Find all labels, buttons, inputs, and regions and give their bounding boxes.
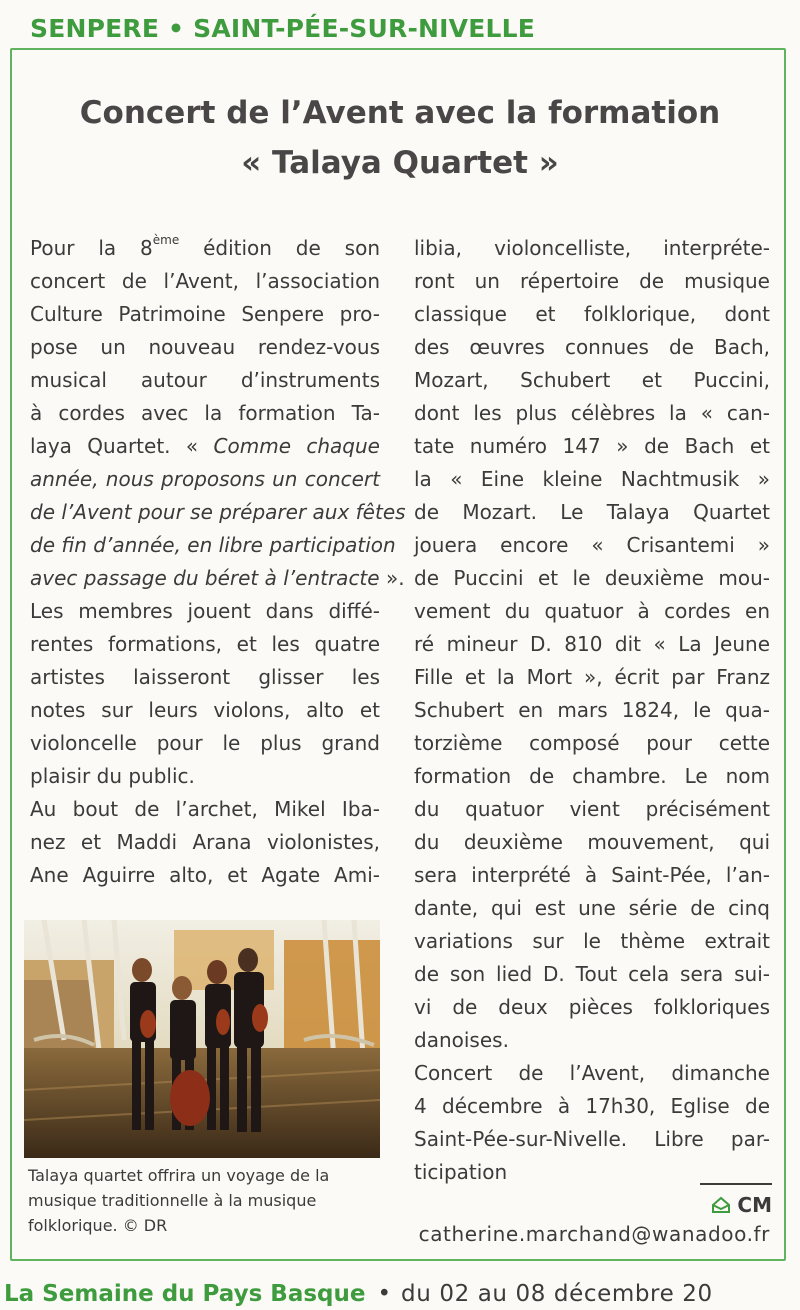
text-line: Pour la 8ème édition de son: [30, 233, 380, 260]
text-line: de Puccini et le deuxième mou-: [414, 566, 770, 590]
caption-line: Talaya quartet offrira un voyage de la: [28, 1166, 330, 1185]
quote-line: de fin d’année, en libre participation: [30, 533, 396, 557]
text-line: dante, qui est une série de cinq: [414, 896, 770, 920]
text-line: classique et folklorique, dont: [414, 302, 770, 326]
text-line: des œuvres connues de Bach,: [414, 335, 770, 359]
publication-name: La Semaine du Pays Basque: [4, 1281, 366, 1307]
text-line: artistes laisseront glisser les: [30, 665, 380, 689]
text-line: Les membres jouent dans diffé-: [30, 599, 380, 623]
correspondent-house-icon: [711, 1196, 731, 1214]
article-headline: [20, 88, 780, 188]
photo-caption: [28, 1163, 380, 1238]
author-initials: CM: [737, 1193, 772, 1217]
text-line: Culture Patrimoine Senpere pro-: [30, 302, 380, 326]
text-line: du deuxième mouvement, qui: [414, 830, 770, 854]
quote-line: avec passage du béret à l’entracte ».: [30, 566, 405, 590]
page-footer: [4, 1278, 800, 1310]
text-line: Mozart, Schubert et Puccini,: [414, 368, 770, 392]
article-column-left: [30, 232, 406, 892]
footer-separator: •: [377, 1281, 392, 1307]
text-line: jouera encore « Crisantemi »: [414, 533, 770, 557]
caption-line: musique traditionnelle à la musique: [28, 1191, 317, 1210]
text-line: violoncelle pour le plus grand: [30, 731, 380, 755]
text-line: ticipation: [414, 1160, 508, 1184]
text-line: concert de l’Avent, l’association: [30, 269, 380, 293]
text-line: de son lied D. Tout cela sera sui-: [414, 962, 770, 986]
article-column-right: [414, 232, 770, 1189]
text-line: vi de deux pièces folkloriques: [414, 995, 770, 1019]
text-line: de Mozart. Le Talaya Quartet: [414, 500, 770, 524]
issue-date: du 02 au 08 décembre 20: [401, 1281, 713, 1307]
headline-line-2: « Talaya Quartet »: [241, 145, 559, 181]
text-line: tate numéro 147 » de Bach et: [414, 434, 770, 458]
headline-line-1: Concert de l’Avent avec la formation: [79, 95, 721, 131]
text-line: Concert de l’Avent, dimanche: [414, 1061, 770, 1085]
quartet-photo: [24, 920, 380, 1158]
text-line: sera interprété à Saint-Pée, l’an-: [414, 863, 770, 887]
text-line: Schubert en mars 1824, le qua-: [414, 698, 770, 722]
author-email[interactable]: catherine.marchand@wanadoo.fr: [418, 1222, 770, 1246]
text-line: 4 décembre à 17h30, Eglise de: [414, 1094, 770, 1118]
text-line: ront un répertoire de musique: [414, 269, 770, 293]
text-line: torzième composé pour cette: [414, 731, 770, 755]
photo-illustration: [24, 920, 380, 1158]
text-line: nez et Maddi Arana violonistes,: [30, 830, 380, 854]
text-line: la « Eine kleine Nachtmusik »: [414, 467, 770, 491]
quote-line: de l’Avent pour se préparer aux fêtes: [30, 500, 406, 524]
text-line: libia, violoncelliste, interpréte-: [414, 236, 770, 260]
text-line: laya Quartet. « Comme chaque: [30, 434, 380, 458]
text-line: variations sur le thème extrait: [414, 929, 770, 953]
text-line: Saint-Pée-sur-Nivelle. Libre par-: [414, 1127, 770, 1151]
text-line: dont les plus célèbres la « can-: [414, 401, 770, 425]
text-line: Au bout de l’archet, Mikel Iba-: [30, 797, 380, 821]
signature-rule: [700, 1183, 772, 1185]
text-line: musical autour d’instruments: [30, 368, 380, 392]
text-line: notes sur leurs violons, alto et: [30, 698, 380, 722]
text-line: rentes formations, et les quatre: [30, 632, 380, 656]
section-rubric: SENPERE • SAINT-PÉE-SUR-NIVELLE: [30, 14, 536, 43]
text-line: Ane Aguirre alto, et Agate Ami-: [30, 863, 380, 887]
text-line: danoises.: [414, 1028, 509, 1052]
text-line: pose un nouveau rendez-vous: [30, 335, 380, 359]
text-line: plaisir du public.: [30, 764, 195, 788]
quote-line: année, nous proposons un concert: [30, 467, 380, 491]
text-line: Fille et la Mort », écrit par Franz: [414, 665, 770, 689]
text-line: vement du quatuor à cordes en: [414, 599, 770, 623]
text-line: du quatuor vient précisément: [414, 797, 770, 821]
text-line: ré mineur D. 810 dit « La Jeune: [414, 632, 770, 656]
text-line: à cordes avec la formation Ta-: [30, 401, 380, 425]
caption-line: folklorique. © DR: [28, 1216, 168, 1235]
author-signature: [696, 1190, 772, 1220]
text-line: formation de chambre. Le nom: [414, 764, 770, 788]
